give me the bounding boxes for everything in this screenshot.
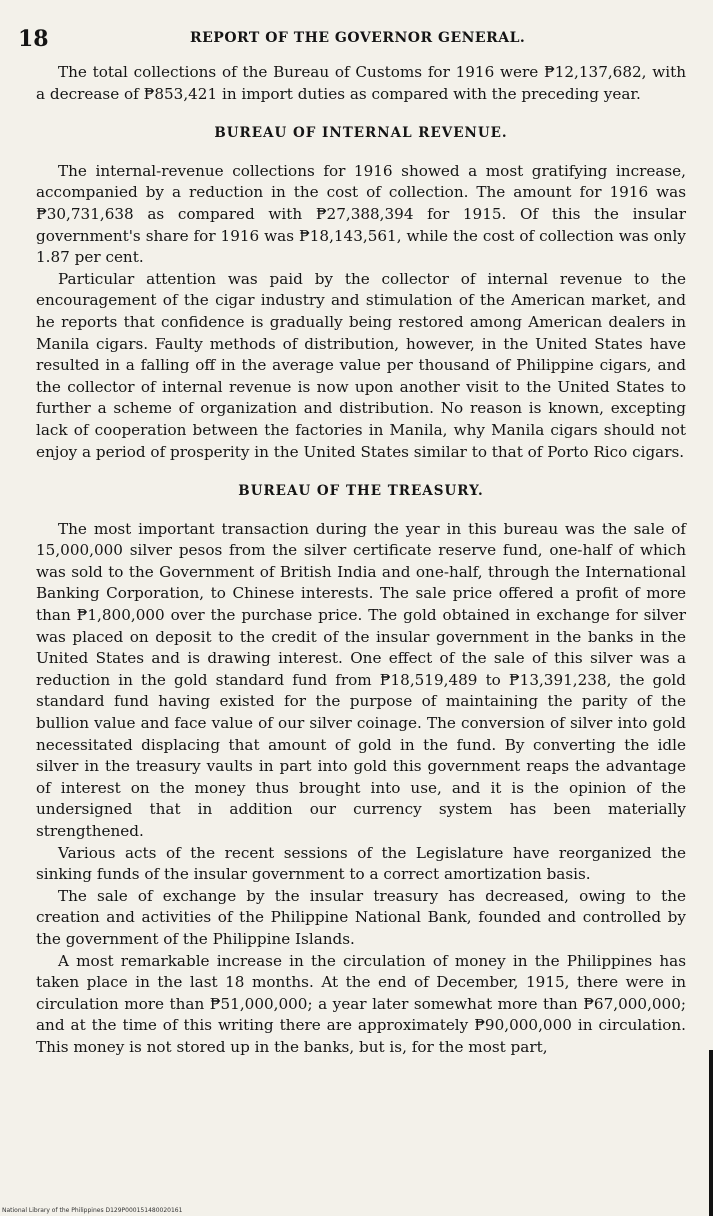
running-head	[18, 26, 698, 56]
paragraph-internal-revenue-collections: The internal-revenue collections for 1916 showed a most gratifying increase, accompanied by a reduction in the cost of collection. The amount for 1916 was ₱30,731,638 as compared with ₱27,388,394 for 1915. Of this the insular government's share for 1916 was ₱18,143,561, while the cost of collection was only 1.87 per cent.	[36, 161, 686, 267]
body-text	[36, 62, 686, 1059]
paragraph-cigar-industry: Particular attention was paid by the collector of internal revenue to the encouragement of the cigar industry and stimulation of the American market, and he reports that confidence is gradually being restored among American dealers in Manila cigars. Faulty methods of distribution, however, in the United States have resulted in a falling off in the average value per thousand of Philippine cigars, and the collector of internal revenue is now upon another visit to the United States to further a scheme of organization and distribution. No reason is known, excepting lack of cooperation between the factories in Manila, why Manila cigars should not enjoy a period of prosperity in the United States similar to that of Porto Rico cigars.	[36, 269, 686, 461]
paragraph-money-circulation: A most remarkable increase in the circulation of money in the Philippines has taken place in the last 18 months. At the end of December, 1915, there were in circulation more than ₱51,000,000; a year later somewhat more than ₱67,000,000; and at the time of this writing there are approximately ₱90,000,000 in circulation. This money is not stored up in the banks, but is, for the most part,	[36, 951, 686, 1056]
paragraph-silver-sale: The most important transaction during the year in this bureau was the sale of 15,000,000 silver pesos from the silver certificate reserve fund, one-half of which was sold to the Government of British India and one-half, through the International Banking Corporation, to Chinese interests. The sale price offered a profit of more than ₱1,800,000 over the purchase price. The gold obtained in exchange for silver was placed on deposit to the credit of the insular government in the banks in the United States and is drawing interest. One effect of the sale of this silver was a reduction in the gold standard fund from ₱18,519,489 to ₱13,391,238, the gold standard fund having existed for the purpose of maintaining the parity of the bullion value and face value of our silver coinage. The conversion of silver into gold necessitated displacing that amount of gold in the fund. By converting the idle silver in the treasury vaults in part into gold this government reaps the advantage of interest on the money thus brought into use, and it is the opinion of the undersigned that in addition our currency system has been materially strengthened.	[36, 519, 686, 840]
paragraph-customs: The total collections of the Bureau of Customs for 1916 were ₱12,137,682, with a decrease of ₱853,421 in import duties as compared with the preceding year.	[36, 63, 686, 103]
scan-footer: National Library of the Philippines D129P000151480020161	[2, 1207, 183, 1214]
running-title: REPORT OF THE GOVERNOR GENERAL.	[190, 30, 526, 46]
paragraph-sale-of-exchange: The sale of exchange by the insular treasury has decreased, owing to the creation and activities of the Philippine National Bank, founded and controlled by the government of the Philippine Islands.	[36, 886, 686, 948]
page-number: 18	[18, 26, 49, 52]
section-heading-internal-revenue: BUREAU OF INTERNAL REVENUE.	[214, 125, 508, 142]
scan-edge-shadow	[709, 1050, 713, 1216]
section-heading-treasury: BUREAU OF THE TREASURY.	[238, 483, 484, 500]
paragraph-sinking-funds: Various acts of the recent sessions of the Legislature have reorganized the sinking funds of the insular government to a correct amortization basis.	[36, 843, 686, 884]
